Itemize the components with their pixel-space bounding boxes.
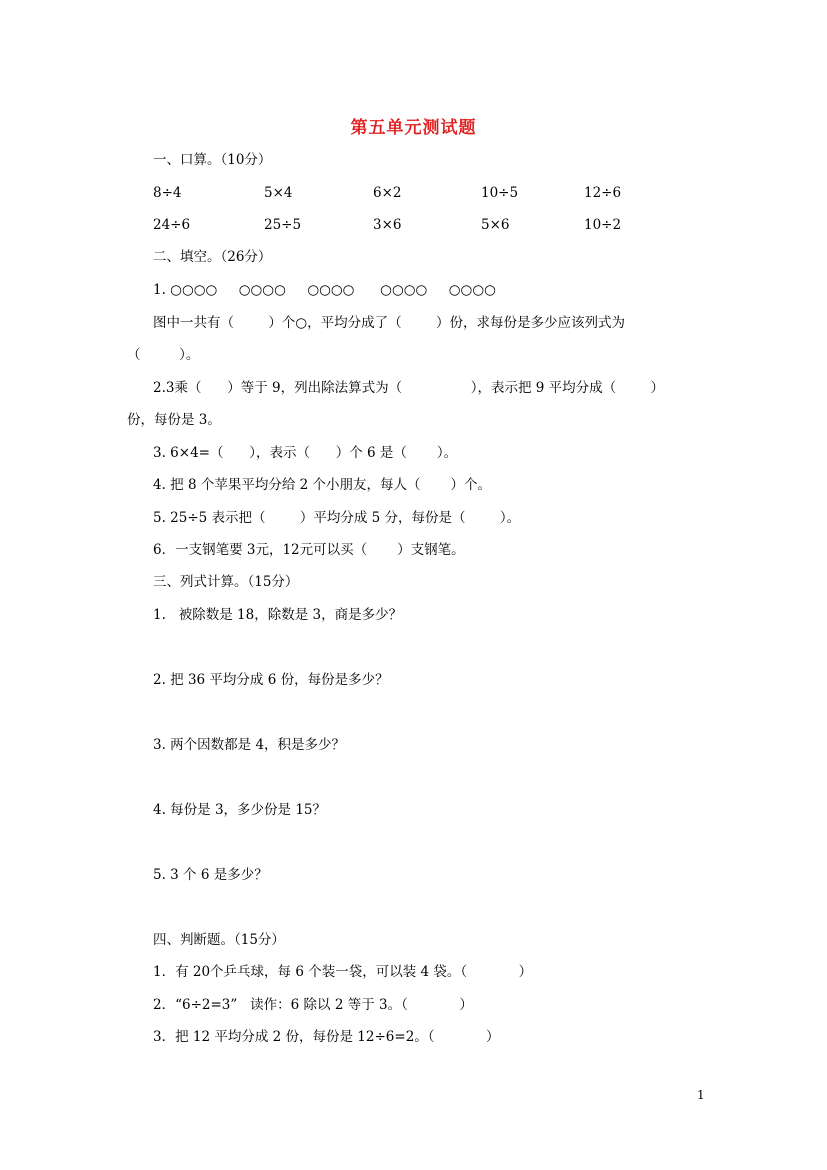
question-text: （ ）。 <box>127 347 200 363</box>
page-number: 1 <box>697 1088 705 1102</box>
question-text: 3．把 12 平均分成 2 份，每份是 12÷6=2。（ ） <box>153 1029 500 1045</box>
question-text: 2．“6÷2=3” 读作：6 除以 2 等于 3。（ ） <box>153 997 473 1013</box>
oral-calc-item: 5×6 <box>481 217 510 233</box>
question-text: 2.3乘（ ）等于 9，列出除法算式为（ ），表示把 9 平均分成（ ） <box>153 380 665 396</box>
oral-calc-item: 24÷6 <box>153 217 191 233</box>
question-text: 份，每份是 3。 <box>127 412 221 428</box>
question-text: 5. 3 个 6 是多少？ <box>153 867 268 883</box>
section-2-heading: 二、填空。（26分） <box>153 249 272 265</box>
section-1-heading: 一、口算。（10分） <box>153 152 272 168</box>
oral-calc-item: 25÷5 <box>264 217 302 233</box>
question-text: 4. 把 8 个苹果平均分给 2 个小朋友，每人（ ）个。 <box>153 477 492 493</box>
oral-calc-item: 10÷2 <box>584 217 622 233</box>
question-circles: 1. ○○○○ ○○○○ ○○○○ ○○○○ ○○○○ <box>153 282 496 298</box>
page-title: 第五单元测试题 <box>350 118 477 138</box>
question-text: 4. 每份是 3，多少份是 15？ <box>153 802 327 818</box>
question-text: 1．有 20个乒乓球，每 6 个装一袋，可以装 4 袋。（ ） <box>153 964 533 980</box>
oral-calc-row-1 <box>0 184 827 202</box>
section-3-heading: 三、列式计算。（15分） <box>153 574 299 590</box>
oral-calc-row-2 <box>0 216 827 234</box>
question-text: 图中一共有（ ）个○，平均分成了（ ）份，求每份是多少应该列式为 <box>153 315 625 331</box>
oral-calc-item: 12÷6 <box>584 185 622 201</box>
question-text: 2. 把 36 平均分成 6 份，每份是多少？ <box>153 672 389 688</box>
oral-calc-item: 6×2 <box>373 185 402 201</box>
section-4-heading: 四、判断题。（15分） <box>153 932 285 948</box>
oral-calc-item: 10÷5 <box>481 185 519 201</box>
question-text: 3. 6×4=（ ），表示（ ）个 6 是（ ）。 <box>153 445 458 461</box>
question-text: 1. 被除数是 18，除数是 3，商是多少？ <box>153 607 403 623</box>
oral-calc-item: 8÷4 <box>153 185 182 201</box>
question-text: 3. 两个因数都是 4，积是多少？ <box>153 737 346 753</box>
oral-calc-item: 3×6 <box>373 217 402 233</box>
question-text: 5. 25÷5 表示把（ ）平均分成 5 分，每份是（ ）。 <box>153 510 521 526</box>
question-text: 6．一支钢笔要 3元，12元可以买（ ）支钢笔。 <box>153 542 465 558</box>
oral-calc-item: 5×4 <box>264 185 293 201</box>
